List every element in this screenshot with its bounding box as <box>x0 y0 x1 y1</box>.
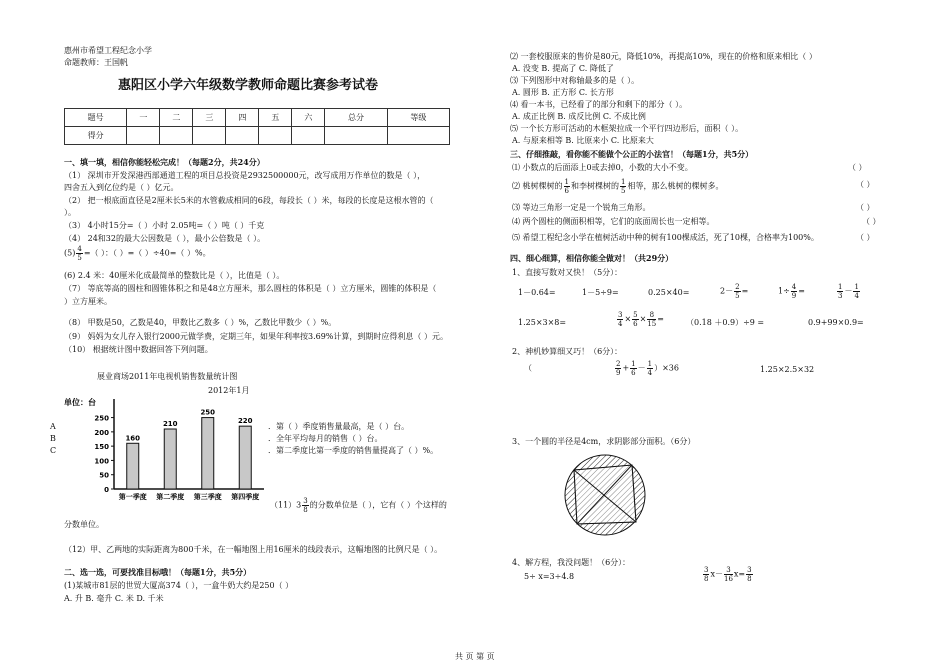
fraction <box>617 311 623 328</box>
calc-text: x－ <box>710 569 723 579</box>
q11 <box>270 497 447 514</box>
denominator: 15 <box>647 320 657 328</box>
bar-chart <box>62 395 272 507</box>
x-tick-label: 第一季度 <box>118 493 147 501</box>
q11-line2: 分数单位。 <box>64 520 104 529</box>
denominator: 4 <box>647 369 653 377</box>
q4: （4） 24和32的最大公因数是（ ），最小公倍数是（ ）。 <box>64 234 266 243</box>
s3-q3: ⑶ 等边三角形一定是一个锐角三角形。 <box>512 203 651 212</box>
q11-text: 的分数单位是（ ），它有（ ）个这样的 <box>309 500 447 510</box>
denominator: 16 <box>723 575 733 583</box>
score-cell: 一 <box>127 109 160 127</box>
denominator: 4 <box>618 320 623 328</box>
q11-label: （11）3 <box>270 500 302 510</box>
s3-q1: ⑴ 小数点的后面添上0或去掉0，小数的大小不变。 <box>512 163 693 172</box>
calc-text: ）×36 <box>654 363 679 373</box>
school-name: 惠州市希望工程纪念小学 <box>64 46 152 55</box>
denominator: 6 <box>564 187 570 195</box>
equation-1: 5÷ x=3÷4.8 <box>524 572 575 581</box>
y-tick-label: 100 <box>94 457 109 466</box>
denominator: 5 <box>735 292 740 300</box>
score-cell: 四 <box>226 109 259 127</box>
s2-q2: ⑵ 一套校服原来的售价是80元，降低10%，再提高10%，现在的价格和原来相比（ ） <box>510 52 817 61</box>
q12: （12）甲、乙两地的实际距离为800千米，在一幅地图上用16厘米的线段表示，这幅地图的比例尺是（ ）。 <box>64 545 443 554</box>
calc-10: 0.9+99×0.9= <box>808 318 864 327</box>
judge-blank[interactable]: （ ） <box>856 203 875 212</box>
denominator: 5 <box>621 187 626 195</box>
s4-part4: 4、解方程，我没问题！（6分）： <box>512 558 631 567</box>
calc-text: － <box>844 286 853 296</box>
y-tick-label: 200 <box>94 428 109 437</box>
fraction <box>647 360 653 377</box>
s2-q3: ⑶ 下列图形中对称轴最多的是（ ）。 <box>510 76 640 85</box>
section4-heading: 四、细心细算，相信你能全做对！（共29分） <box>510 253 674 263</box>
fraction <box>791 283 797 300</box>
numerator: 1 <box>564 178 570 186</box>
fraction <box>632 311 638 328</box>
calc-text: = <box>798 286 805 296</box>
q5 <box>64 245 211 262</box>
option-letter: A <box>50 422 56 431</box>
score-blank[interactable] <box>226 127 259 145</box>
calc-text: = <box>657 314 664 324</box>
calc-text: （ <box>524 363 532 373</box>
numerator: 3 <box>618 311 623 319</box>
option-letter: B <box>50 434 56 443</box>
numerator: 3 <box>704 566 709 574</box>
y-tick-label: 150 <box>94 443 109 452</box>
fraction <box>630 360 636 377</box>
fraction <box>620 178 626 195</box>
calc-text: x= <box>733 569 746 579</box>
numerator: 1 <box>631 360 636 368</box>
s4-part1: 1、直接写数对又快！（5分）： <box>512 268 623 277</box>
score-blank[interactable] <box>292 127 325 145</box>
judge-blank[interactable]: （ ） <box>862 217 881 226</box>
y-tick-label: 0 <box>104 486 109 494</box>
q7-line1: （7） 等底等高的圆柱和圆锥体积之和是48立方厘米，那么圆柱的体积是（ ）立方厘米，圆锥的体积是（ <box>64 284 437 293</box>
q6: (6) 2.4 米：40厘米化成最简单的整数比是（ ），比值是（ ）。 <box>64 271 285 280</box>
fraction <box>76 245 82 262</box>
denominator: 8 <box>704 575 709 583</box>
score-cell: 三 <box>193 109 226 127</box>
q2-line1: （2） 把一根底面直径是2厘米长5米的水管截成相同的6段，每段长（ ）米，每段的长度是这根水管的（ <box>64 196 434 205</box>
judge-blank[interactable]: （ ） <box>848 163 867 172</box>
numerator: 1 <box>854 283 859 291</box>
fraction <box>647 311 656 328</box>
s3-q2-text: 和李树棵树的 <box>571 181 620 191</box>
s2-q1-options: A. 升 B. 毫升 C. 米 D. 千米 <box>64 594 164 603</box>
score-blank[interactable] <box>325 127 387 145</box>
q1-line2: 四舍五入到亿位约是（ ）亿元。 <box>64 183 179 192</box>
q10: （10） 根据统计图中数据回答下列问题。 <box>64 345 213 354</box>
score-blank[interactable] <box>259 127 292 145</box>
score-cell: 六 <box>292 109 325 127</box>
bar-value-label: 220 <box>237 417 253 426</box>
fraction <box>853 283 859 300</box>
numerator: 4 <box>791 283 797 291</box>
numerator: 3 <box>724 566 733 575</box>
page-title: 惠阳区小学六年级数学教师命题比赛参考试卷 <box>118 78 379 93</box>
score-cell: 总分 <box>325 109 387 127</box>
calc-text: = <box>741 286 749 296</box>
y-tick-label: 250 <box>94 414 109 423</box>
denominator: 9 <box>791 292 797 300</box>
denominator: 9 <box>616 369 621 377</box>
s2-q4: ⑷ 看一本书，已经看了的部分和剩下的部分（ ）。 <box>510 100 688 109</box>
numerator: 3 <box>303 497 308 505</box>
score-table <box>64 108 450 145</box>
calc-9: （0.18 ＋0.9）÷9 = <box>686 318 765 327</box>
section2-heading: 二、选一选，可要找准目标哦！（每题1分，共5分） <box>64 567 252 577</box>
numerator: 1 <box>838 283 843 291</box>
q2-line2: ）。 <box>64 208 76 217</box>
s3-q5: ⑸ 希望工程纪念小学在植树活动中种的树有100棵成活，死了10棵，合格率为100%。 <box>512 233 819 242</box>
calc-2: 1－5÷9= <box>582 288 619 297</box>
calc-3: 0.25×40= <box>648 288 690 297</box>
q7-line2: ）立方厘米。 <box>64 297 112 306</box>
score-blank[interactable] <box>127 127 160 145</box>
calc-12: 1.25×2.5×32 <box>760 365 815 374</box>
bar <box>127 443 139 489</box>
denominator: 4 <box>854 292 859 300</box>
numerator: 4 <box>77 245 82 253</box>
numerator: 5 <box>633 311 638 319</box>
s2-q5-options: A. 与原来相等 B. 比原来小 C. 比原来大 <box>512 136 654 145</box>
chart-caption: 展业商场2011年电视机销售数量统计图 <box>97 372 238 381</box>
score-blank[interactable] <box>193 127 226 145</box>
denominator: 8 <box>303 506 308 514</box>
fraction <box>746 566 752 583</box>
denominator: 5 <box>77 254 82 262</box>
score-blank[interactable] <box>160 127 193 145</box>
s2-q1: (1)某城市81层的世贸大厦高374（ ），一盒牛奶大约是250（ ） <box>64 581 294 590</box>
q10-c: ．第二季度比第一季度的销售量提高了（ ）%。 <box>268 446 439 455</box>
numerator: 3 <box>747 566 752 574</box>
numerator: 8 <box>647 311 656 320</box>
s3-q4: ⑷ 两个圆柱的侧面积相等，它们的底面周长也一定相等。 <box>512 217 715 226</box>
fraction <box>724 566 733 583</box>
shaded-circle-figure <box>560 450 650 540</box>
numerator: 1 <box>621 178 626 186</box>
option-letter: C <box>50 446 57 455</box>
q3: （3） 4小时15分=（ ）小时 2.05吨=（ ）吨（ ）千克 <box>64 221 265 230</box>
s3-q2 <box>512 178 723 195</box>
calc-text: × <box>624 314 632 324</box>
q10-a: ．第（ ）季度销售量最高，是（ ）台。 <box>268 422 410 431</box>
section1-heading: 一、填一填，相信你能轻松完成！（每题2分，共24分） <box>64 157 265 167</box>
page-footer: 共 页 第 页 <box>455 652 495 661</box>
chart-date: 2012年1月 <box>208 386 250 395</box>
numerator: 2 <box>735 283 740 291</box>
x-tick-label: 第四季度 <box>231 493 260 501</box>
calc-4 <box>720 283 748 300</box>
score-cell: 等级 <box>387 109 449 127</box>
q10-b: ．全年平均每月的销售（ ）台。 <box>268 434 383 443</box>
fraction <box>615 360 621 377</box>
s2-q3-options: A. 圆形 B. 正方形 C. 长方形 <box>512 88 614 97</box>
s2-q5: ⑸ 一个长方形可活动的木框架拉成一个平行四边形后，面积（ ）。 <box>510 124 744 133</box>
q8: （8） 甲数是50，乙数是40，甲数比乙数多（ ）%，乙数比甲数少（ ）%。 <box>64 318 337 327</box>
q9: （9） 妈妈为女儿存入银行2000元做学费，定期三年，如果年利率按3.69%计算，到期时应得利息（ ）元。 <box>64 332 448 341</box>
y-axis-label: 单位：台 <box>64 398 96 407</box>
judge-blank[interactable]: （ ） <box>856 180 875 189</box>
score-blank[interactable] <box>387 127 449 145</box>
bar-value-label: 160 <box>125 434 141 443</box>
calc-text: 2－ <box>720 286 734 296</box>
denominator: 3 <box>838 292 843 300</box>
fraction <box>302 497 308 514</box>
x-tick-label: 第二季度 <box>156 493 185 501</box>
s2-q4-options: A. 成正比例 B. 成反比例 C. 不成比例 <box>512 112 646 121</box>
calc-11: （ $\frac{2}{9}$ + $\frac{1}{6}$ － $\frac{1}{4}$ ）×36 <box>524 360 679 377</box>
equation-2 <box>702 566 754 583</box>
fraction <box>837 283 843 300</box>
score-cell: 题号 <box>65 109 127 127</box>
fraction <box>564 178 570 195</box>
bar <box>202 418 214 489</box>
section3-heading: 三、仔细推敲，看你能不能做个公正的小法官！（每题1分，共5分） <box>510 149 754 159</box>
q5-label: (5) <box>64 248 76 258</box>
numerator: 1 <box>647 360 653 368</box>
x-tick-label: 第三季度 <box>193 493 222 501</box>
teacher-name: 命题教师：王国帆 <box>64 58 128 67</box>
score-cell: 二 <box>160 109 193 127</box>
bar-value-label: 210 <box>162 420 178 428</box>
judge-blank[interactable]: （ ） <box>856 233 875 242</box>
fraction <box>703 566 709 583</box>
numerator: 2 <box>616 360 621 368</box>
s2-q2-options: A. 没变 B. 提高了 C. 降低了 <box>512 64 614 73</box>
calc-5 <box>778 283 805 300</box>
denominator: 8 <box>747 575 752 583</box>
denominator: 6 <box>633 320 638 328</box>
bar <box>164 429 176 489</box>
y-tick-label: 50 <box>99 471 109 480</box>
score-cell: 得分 <box>65 127 127 145</box>
fraction <box>734 283 740 300</box>
q1-line1: （1） 深圳市开发深港西部通道工程的项目总投资是2932500000元，改写成用万作单位的数是（ ）， <box>64 171 426 180</box>
calc-7: 1.25×3×8= <box>518 318 567 327</box>
calc-8 <box>616 311 664 328</box>
bar <box>239 426 251 489</box>
calc-text: × <box>639 314 647 324</box>
q5-text: =（ ）：（ ）=（ ）÷40=（ ）%。 <box>83 248 211 258</box>
denominator: 6 <box>631 369 636 377</box>
score-cell: 五 <box>259 109 292 127</box>
s4-part3: 3、一个圆的半径是4cm，求阴影部分面积。（6分） <box>512 437 696 446</box>
bar-value-label: 250 <box>200 408 216 417</box>
calc-1: 1－0.64= <box>518 288 556 297</box>
calc-6 <box>836 283 861 300</box>
calc-text: 1÷ <box>778 286 790 296</box>
s3-q2-text: 相等，那么桃树的棵树多。 <box>627 181 724 191</box>
s4-part2: 2、神机妙算细又巧！（6分）： <box>512 347 623 356</box>
s3-q2-text: ⑵ 桃树棵树的 <box>512 181 563 191</box>
